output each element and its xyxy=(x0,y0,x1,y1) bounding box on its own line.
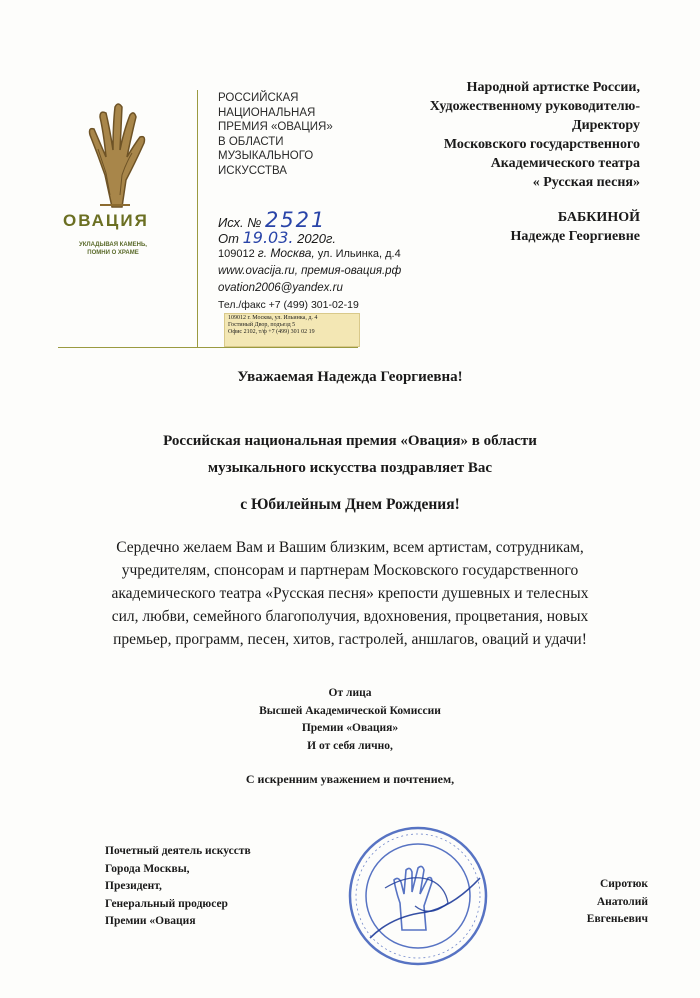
signatory-name-line: Сиротюк xyxy=(600,878,648,890)
from-line: От лица xyxy=(328,687,372,699)
prize-name xyxy=(218,91,358,178)
regards: С искренним уважением и почтением, xyxy=(245,772,455,786)
address-stamp-line: 109012 г. Москва, ул. Ильинка, д. 4 xyxy=(228,315,318,321)
prize-name-line: ПРЕМИЯ «ОВАЦИЯ» xyxy=(218,121,333,133)
signatory-title-line: Генеральный продюсер xyxy=(105,897,228,910)
from-block xyxy=(0,685,700,755)
addressee-surname: БАБКИНОЙ xyxy=(557,210,640,225)
prize-name-line: В ОБЛАСТИ xyxy=(218,135,284,148)
date-label: От xyxy=(218,231,239,246)
email: ovation2006@yandex.ru xyxy=(218,282,343,294)
from-line: Высшей Академической Комиссии xyxy=(259,704,441,717)
address-stamp-line: Гостиный Двор, подъезд 5 xyxy=(228,322,296,328)
addressee-name: Надежде Георгиевне xyxy=(510,229,640,244)
address-stamp xyxy=(224,313,360,347)
letterhead-divider-vertical xyxy=(197,90,198,348)
prize-name-line: РОССИЙСКАЯ xyxy=(218,92,299,104)
logo xyxy=(60,95,165,270)
addressee-line: Московского государственного xyxy=(443,137,640,152)
phone: Тел./факс +7 (499) 301-02-19 xyxy=(218,299,359,311)
addressee-line: « Русская песня» xyxy=(532,175,640,190)
body-line: сил, любви, семейного благополучия, вдохновения, процветания, новых xyxy=(111,608,589,625)
lead-line: музыкального искусства поздравляет Вас xyxy=(207,460,493,476)
prize-name-line: НАЦИОНАЛЬНАЯ xyxy=(218,106,316,119)
date-handwritten: 19.03. xyxy=(242,228,294,247)
date-year: 2020г. xyxy=(297,231,337,246)
salutation: Уважаемая Надежда Георгиевна! xyxy=(237,369,463,385)
greeting-body xyxy=(0,536,700,651)
logo-wordmark: ОВАЦИЯ xyxy=(63,211,149,230)
signatory-title-line: Почетный деятель искусств xyxy=(105,845,251,857)
from-line: Премии «Овация» xyxy=(301,722,399,734)
website: www.ovacija.ru, премия-овация.рф xyxy=(218,265,402,277)
addressee-line: Народной артистке России, xyxy=(466,80,640,95)
addressee-line: Художественному руководителю- xyxy=(429,99,640,114)
headline: с Юбилейным Днем Рождения! xyxy=(240,496,460,513)
address-line xyxy=(218,246,401,260)
body-line: Сердечно желаем Вам и Вашим близким, всем артистам, сотрудникам, xyxy=(116,539,584,556)
ref-number-handwritten: 2521 xyxy=(264,208,327,232)
signatory-title xyxy=(105,843,251,931)
signatory-name-line: Анатолий xyxy=(596,895,648,908)
postcode: 109012 xyxy=(218,248,255,260)
body-line: премьер, программ, песен, хитов, гастролей, аншлагов, оваций и удачи! xyxy=(113,631,587,648)
date-line xyxy=(218,228,336,247)
signatory-title-line: Премии «Овация xyxy=(105,915,196,927)
city: г. Москва, xyxy=(257,246,315,260)
signatory-name-line: Евгеньевич xyxy=(586,913,648,925)
prize-name-line: МУЗЫКАЛЬНОГО xyxy=(218,150,314,162)
signatory-title-line: Президент, xyxy=(105,880,162,892)
addressee-line: Директору xyxy=(571,118,640,133)
from-line: И от себя лично, xyxy=(307,739,393,752)
body-line: учредителям, спонсорам и партнерам Московского государственного xyxy=(121,562,579,579)
ref-label: Исх. № xyxy=(218,215,262,230)
lead-paragraph xyxy=(0,428,700,482)
official-seal-icon xyxy=(330,818,500,968)
prize-name-line: ИСКУССТВА xyxy=(218,164,287,177)
logo-tagline: УКЛАДЫВАЯ КАМЕНЬ, ПОМНИ О ХРАМЕ xyxy=(79,242,147,256)
addressee-block xyxy=(430,78,640,246)
addressee-line: Академического театра xyxy=(490,156,640,171)
signatory-name xyxy=(560,876,648,929)
signatory-title-line: Города Москвы, xyxy=(105,862,190,875)
body-line: академического театра «Русская песня» крепости душевных и телесных xyxy=(111,585,589,602)
address-stamp-line: Офис 2102, т/ф +7 (499) 301 02 19 xyxy=(228,329,315,335)
letterhead-divider-horizontal xyxy=(58,347,358,348)
street: ул. Ильинка, д.4 xyxy=(317,248,401,260)
lead-line: Российская национальная премия «Овация» в области xyxy=(163,433,537,449)
hands-logo-icon xyxy=(60,95,165,210)
